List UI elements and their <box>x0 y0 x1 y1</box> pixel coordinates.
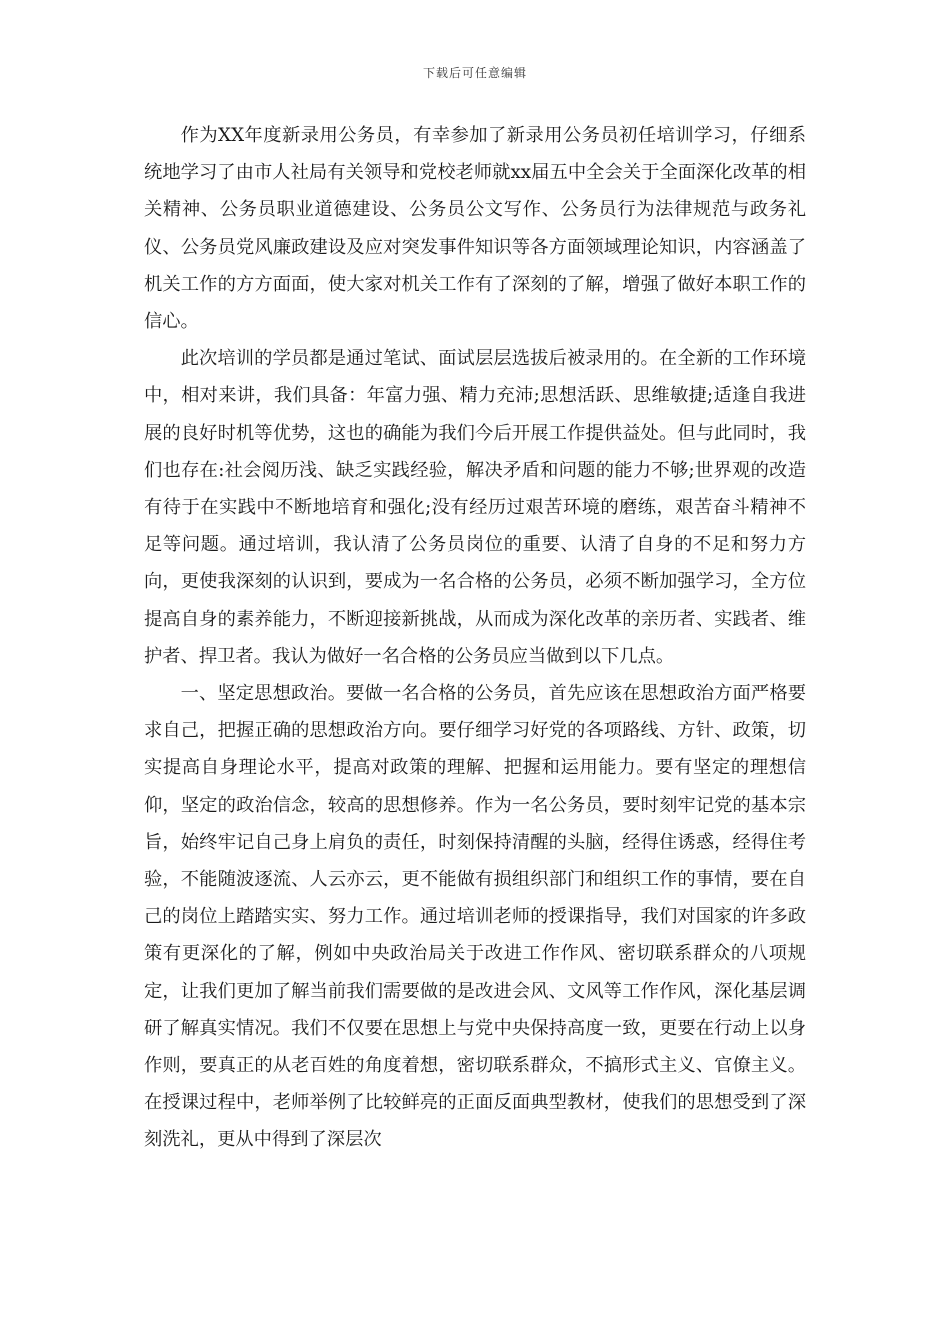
document-body <box>144 117 806 1159</box>
paragraph-intro: 作为XX年度新录用公务员，有幸参加了新录用公务员初任培训学习，仔细系统地学习了由市人社局有关领导和党校老师就xx届五中全会关于全面深化改革的相关精神、公务员职业道德建设、公务员公文写作、公务员行为法律规范与政务礼仪、公务员党风廉政建设及应对突发事件知识等各方面领域理论知识，内容涵盖了机关工作的方方面面，使大家对机关工作有了深刻的了解，增强了做好本职工作的信心。 <box>144 125 806 333</box>
paragraph-training-reflection: 此次培训的学员都是通过笔试、面试层层选拔后被录用的。在全新的工作环境中，相对来讲，我们具备：年富力强、精力充沛;思想活跃、思维敏捷;适逢自我进展的良好时机等优势，这也的确能为我们今后开展工作提供益处。但与此同时，我们也存在:社会阅历浅、缺乏实践经验，解决矛盾和问题的能力不够;世界观的改造有待于在实践中不断地培育和强化;没有经历过艰苦环境的磨练，艰苦奋斗精神不足等问题。通过培训，我认清了公务员岗位的重要、认清了自身的不足和努力方向，更使我深刻的认识到，要成为一名合格的公务员，必须不断加强学习，全方位提高自身的素养能力，不断迎接新挑战，从而成为深化改革的亲历者、实践者、维护者、捍卫者。我认为做好一名合格的公务员应当做到以下几点。 <box>144 348 806 667</box>
paragraph-point-one: 一、坚定思想政治。要做一名合格的公务员，首先应该在思想政治方面严格要求自己，把握正确的思想政治方向。要仔细学习好党的各项路线、方针、政策，切实提高自身理论水平，提高对政策的理解、把握和运用能力。要有坚定的理想信仰，坚定的政治信念，较高的思想修养。作为一名公务员，要时刻牢记党的基本宗旨，始终牢记自己身上肩负的责任，时刻保持清醒的头脑，经得住诱惑，经得住考验，不能随波逐流、人云亦云，更不能做有损组织部门和组织工作的事情，要在自己的岗位上踏踏实实、努力工作。通过培训老师的授课指导，我们对国家的许多政策有更深化的了解，例如中央政治局关于改进工作作风、密切联系群众的八项规定，让我们更加了解当前我们需要做的是改进会风、文风等工作作风，深化基层调研了解真实情况。我们不仅要在思想上与党中央保持高度一致，更要在行动上以身作则，要真正的从老百姓的角度着想，密切联系群众，不搞形式主义、官僚主义。在授课过程中，老师举例了比较鲜亮的正面反面典型教材，使我们的思想受到了深刻洗礼，更从中得到了深层次 <box>144 683 806 1151</box>
header-note: 下载后可任意编辑 <box>422 66 527 80</box>
